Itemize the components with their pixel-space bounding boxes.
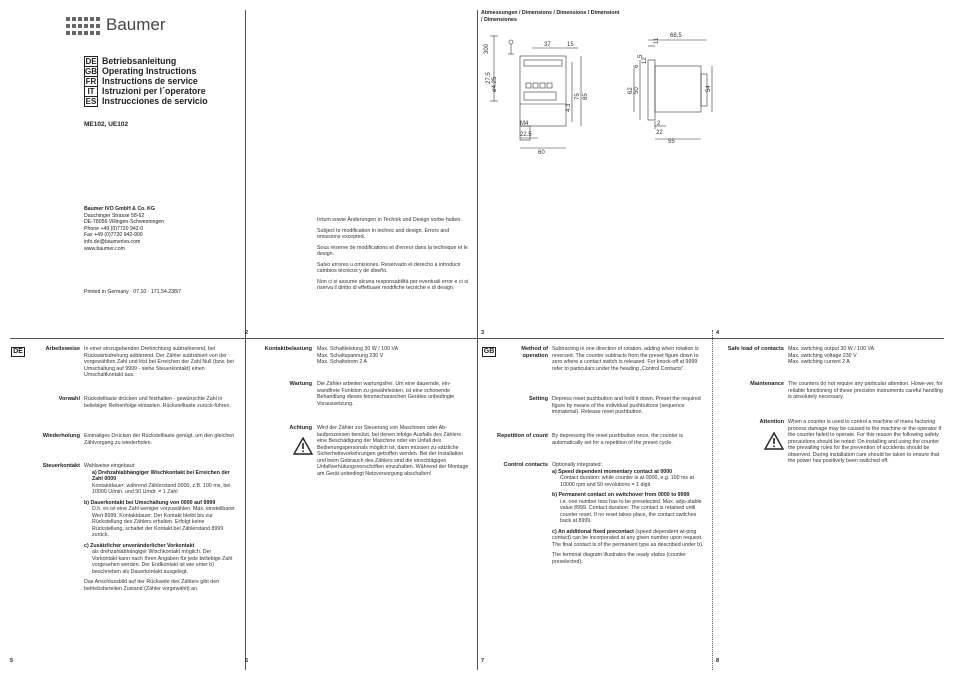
warning-triangle-icon — [764, 432, 784, 455]
label-steuerkontakt: Steuerkontakt — [42, 463, 80, 469]
page-number: 8 — [716, 658, 720, 664]
disclaimer-block — [317, 217, 472, 296]
title-es: ES Instrucciones de servicio — [85, 96, 208, 106]
label-wartung: Wartung — [289, 381, 312, 387]
label-kontaktbelastung: Kontaktbelastung — [264, 346, 312, 352]
dim-label: 2 — [657, 121, 661, 127]
control-c-title: c) An additional fixed precontact — [552, 528, 634, 535]
text-kontaktbelastung — [317, 346, 472, 366]
model-number: ME102, UE102 — [84, 121, 129, 128]
page-number: 6 — [245, 658, 249, 664]
text-method: Subtracting in one direction of rotation, adding when rotation is reversed. The counter subtracts from the preset figure down to zero where a contact switch is released. For knock-off at 9999 refer to particulars under the heading „Control Contacts". — [552, 346, 699, 372]
label-method: Method of operation — [521, 346, 548, 359]
page-number: 7 — [481, 658, 485, 664]
dim-label: 11 — [654, 37, 660, 44]
dim-label: 75 — [575, 93, 581, 100]
label-vorwahl: Vorwahl — [58, 396, 80, 402]
text-steuerkontakt — [84, 463, 237, 596]
divider-1 — [245, 10, 249, 670]
safe-line: Max. switching voltage 230 V — [788, 352, 857, 359]
control-end: The terminal diagram illustrates the ready status (counter preselected). — [552, 552, 686, 565]
kontakt-line: Max. Schaltstrom 2 A — [317, 359, 368, 365]
page-number: 4 — [716, 330, 720, 336]
control-b-title: b) Permanent contact on switchover from 0000 to 9999 — [552, 492, 690, 498]
text-repetition: By depressing the reset pushbutton once, the counter is automatically set for a repetition of the preset cycle. — [552, 433, 684, 446]
brand-logo-icon — [66, 15, 104, 37]
steuer-end: Das Anschlussbild auf der Rückseite des Zählers gibt den betriebsbereiten Zustand (Zähler vorgewählt) an. — [84, 579, 220, 592]
text-achtung: Wird der Zähler zur Steuerung von Maschinen oder Ab-laufprozessen benützt, bei denen infolge Ausfalls des Zählers eine Beschädigung der Maschine oder ein Unfall des Bedienungspersonals möglich ist, dann müssen zu-sätzliche Sicherheitsvorkehrungen getroffen werden. Bei der Installation und beim Gebrauch des Zählers sind die einschlägigen Unfallverhütungsvorschriften einzuhalten. Während der Montage am Gerät unbedingt Netzversorgung abschalten! — [317, 425, 469, 477]
title-de: DE Betriebsanleitung — [85, 56, 177, 66]
brand-name: Baumer — [106, 15, 166, 34]
label-arbeitsweise: Arbeitsweise — [45, 346, 80, 352]
dim-label: 50 — [634, 87, 640, 94]
dim-label: 300 — [484, 43, 490, 54]
steuer-intro: Wahlweise eingebaut: — [84, 463, 136, 469]
steuer-a: Kontaktdauer: während Zählerstand 0000, z.B. 100 ms, bei 10000 U/min. und 50 Umdr. = 1 Zahl — [92, 482, 231, 495]
label-safe-load: Safe load of contacts — [727, 346, 784, 352]
dim-label: 54 — [706, 85, 712, 92]
control-b: i.e. one number less has to be preselected. Max. adju-stable value 8999. Contact duration: The contact is retained until counter reset. If no reset takes place, the contact switches back at 8999. — [560, 498, 702, 524]
dim-label: M4 — [520, 121, 529, 127]
label-maintenance: Maintenance — [750, 381, 784, 387]
warning-triangle-icon — [293, 437, 313, 460]
text-control-contacts — [552, 462, 708, 569]
dimension-drawing — [480, 26, 720, 156]
label-attention: Attention — [759, 419, 784, 425]
dim-label: 68.5 — [670, 33, 682, 39]
address-line: info.de@baumerivo.com — [84, 238, 141, 245]
text-wartung: Die Zähler arbeiten wartungsfrei. Um eine dauernde, ein-wandfreie Funktion zu gewährleisten, ist eine schonende Behandlung dieses feinmechanischen Gerätes unbedingte Voraussetzung. — [317, 381, 455, 407]
dim-label: 62 — [628, 87, 634, 94]
steuer-a-title: a) Drehzahlabhängiger Wischkontakt bei Erreichen der Zahl 0000 — [92, 469, 230, 482]
divider-horizontal — [10, 338, 944, 339]
safe-line: Max. switching output 30 W / 100 VA — [788, 346, 875, 352]
dim-label: 37 — [544, 42, 551, 48]
dim-label: 6 — [634, 64, 640, 68]
label-wiederholung: Wiederholung — [42, 433, 80, 439]
disclaimer-es: Salvo errores u omisiones. Reservado el derecho a introducir cambios técnicos y de diseño. — [317, 261, 461, 274]
control-a: Contact duration: while counter is at 0000, e.g. 100 ms at 10000 rpm and 50 revolutions = 1 digit — [560, 475, 694, 488]
lang-badge-gb: GB — [483, 348, 495, 355]
divider-2 — [477, 10, 478, 670]
disclaimer-it: Non ci si assume alcuna responsabilità per eventuali error e ci si riserva il diritto di effettuare modifiche tecniche e di design. — [317, 278, 469, 291]
label-achtung: Achtung — [289, 425, 312, 431]
label-setting: Setting — [529, 396, 548, 402]
dim-label: 4.3 — [566, 103, 572, 112]
steuer-b-title: b) Dauerkontakt bei Umschaltung von 0000 auf 9999 — [84, 499, 216, 506]
dim-label: 22 — [656, 130, 663, 136]
control-c-text: (speed dependent wi-ping contact) can be incorporated at any given number upon request. The final contact is of the permanent type as described under b). — [552, 528, 704, 548]
label-repetition: Repetition of count — [497, 433, 548, 439]
title-gb: GB Operating Instructions — [85, 66, 197, 76]
control-a-title: a) Speed dependent momentary contact at 0000 — [552, 468, 673, 475]
text-setting: Depress reset pushbutton and hold it down. Preset the required figure by means of the individual pushbuttons (sequence immaterial). Release reset pushbutton. — [552, 396, 701, 415]
page-number: 2 — [245, 330, 249, 336]
control-c — [552, 529, 708, 549]
text-maintenance: The counters do not require any particular attention. Howe-ver, for reliable functioning of these precision instruments careful handling is absolutely necessary. — [788, 381, 943, 400]
dim-label: 22.5 — [520, 132, 532, 138]
dim-label: 27.5 — [486, 72, 492, 84]
page-number: 5 — [10, 658, 14, 664]
control-intro: Optionally integrated: — [552, 462, 603, 468]
text-vorwahl: Rückstelltaste drücken und festhalten - gewünschte Zahl in beliebiger Reihenfolge eintasten. Rückstelltaste zurück-führen. — [84, 396, 231, 409]
dim-label: 5 — [638, 54, 644, 58]
dim-label: 85 — [583, 93, 589, 100]
kontakt-line: Max. Schaltleistung 30 W / 100 VA — [317, 346, 399, 352]
dim-label: 60 — [538, 150, 545, 156]
address-block — [84, 206, 234, 252]
printed-note: Printed in Germany · 07.10 · 171.54.238/7 — [84, 289, 182, 295]
steuer-c: als drehzahlabhängiger Wischkontakt möglich. Der Vorkontakt kann nach Ihren Angaben für jede beliebige Zahl vorgesehen werden. Der Endkontakt ist wie unter b) beschrieben als Dauerkontakt ausgelegt. — [92, 549, 233, 575]
text-attention: When a counter is used to control a machine of manu facturing process damage may be caused to the machine or the operator if the counter failed to operate. For this reason the following safety precautions should be noted: On installing and using the counter the prevailing rules for the prevention of accidents should be observed. During installation care should be taken to ensure that the power has positively been switched off. — [788, 419, 942, 464]
safe-line: Max. switching current 2 A — [788, 359, 850, 365]
address-line: Fax +49 (0)7720 942-900 — [84, 232, 143, 239]
dim-label: 55 — [668, 139, 675, 145]
address-line: Dauchinger Strasse 58-62 — [84, 212, 145, 219]
title-it: IT Istruzioni per l´operatore — [84, 86, 206, 96]
dimensions-title: Abmessungen / Dimensions / Dimensions / Dimensioni / Dimensiones — [481, 10, 620, 23]
text-wiederholung: Einmaliges Drücken der Rückstelltaste genügt, um den gleichen Zählvorgang zu wiederholen. — [84, 433, 235, 446]
title-fr: FR Instructions de service — [85, 76, 198, 86]
text-arbeitsweise: In einer einzugebenden Drehrichtung subtrahierend, bei Rückwärtsdrehung addierend. Der Zähler subtrahiert von der vorgewählten Zahl und löst bei Erreichen der Zahl Null (bzw. bei Umschaltung auf 9999 - siehe Steuerkontakt) einen Umschaltkontakt aus. — [84, 346, 234, 378]
disclaimer-fr: Sous réserve de modifications et d'erreur dans la technique et le design. — [317, 244, 468, 257]
disclaimer-gb: Subject to modification in technic and design. Errors and omissions excepted. — [317, 227, 450, 240]
steuer-c-title: c) Zusätzlicher unveränderlicher Vorkontakt — [84, 542, 195, 549]
steuer-b: D.h. es ist eine Zahl weniger vorzuwählen. Max. einstellbarer Wert 8999. Kontaktdauer: Der Kontakt bleibt bis zur Rückstellung des Zählers erhalten. Erfolgt keine Rückstellung, schaltet der Kontakt bei Zählerstand 8999 zurück. — [92, 506, 235, 538]
company-name: Baumer IVO GmbH & Co. KG — [84, 206, 155, 212]
dim-label: 15 — [567, 42, 574, 48]
divider-3 — [712, 330, 713, 670]
label-control-contacts: Control contacts — [503, 462, 548, 468]
address-line: www.baumer.com — [84, 245, 125, 252]
address-line: DE-78056 Villingen-Schwenningen — [84, 219, 165, 226]
dim-label: ø4.25 — [492, 76, 498, 92]
lang-badge-de: DE — [11, 347, 25, 357]
address-line: Phone +49 (0)7720 942-0 — [84, 225, 144, 232]
dim-label: 12 — [642, 57, 648, 64]
disclaimer-de: Irrtum sowie Änderungen in Technik und Design vorbe-halten. — [317, 217, 462, 223]
page-number: 3 — [481, 330, 485, 336]
kontakt-line: Max. Schaltspannung 230 V — [317, 352, 384, 359]
text-safe-load — [788, 346, 944, 366]
